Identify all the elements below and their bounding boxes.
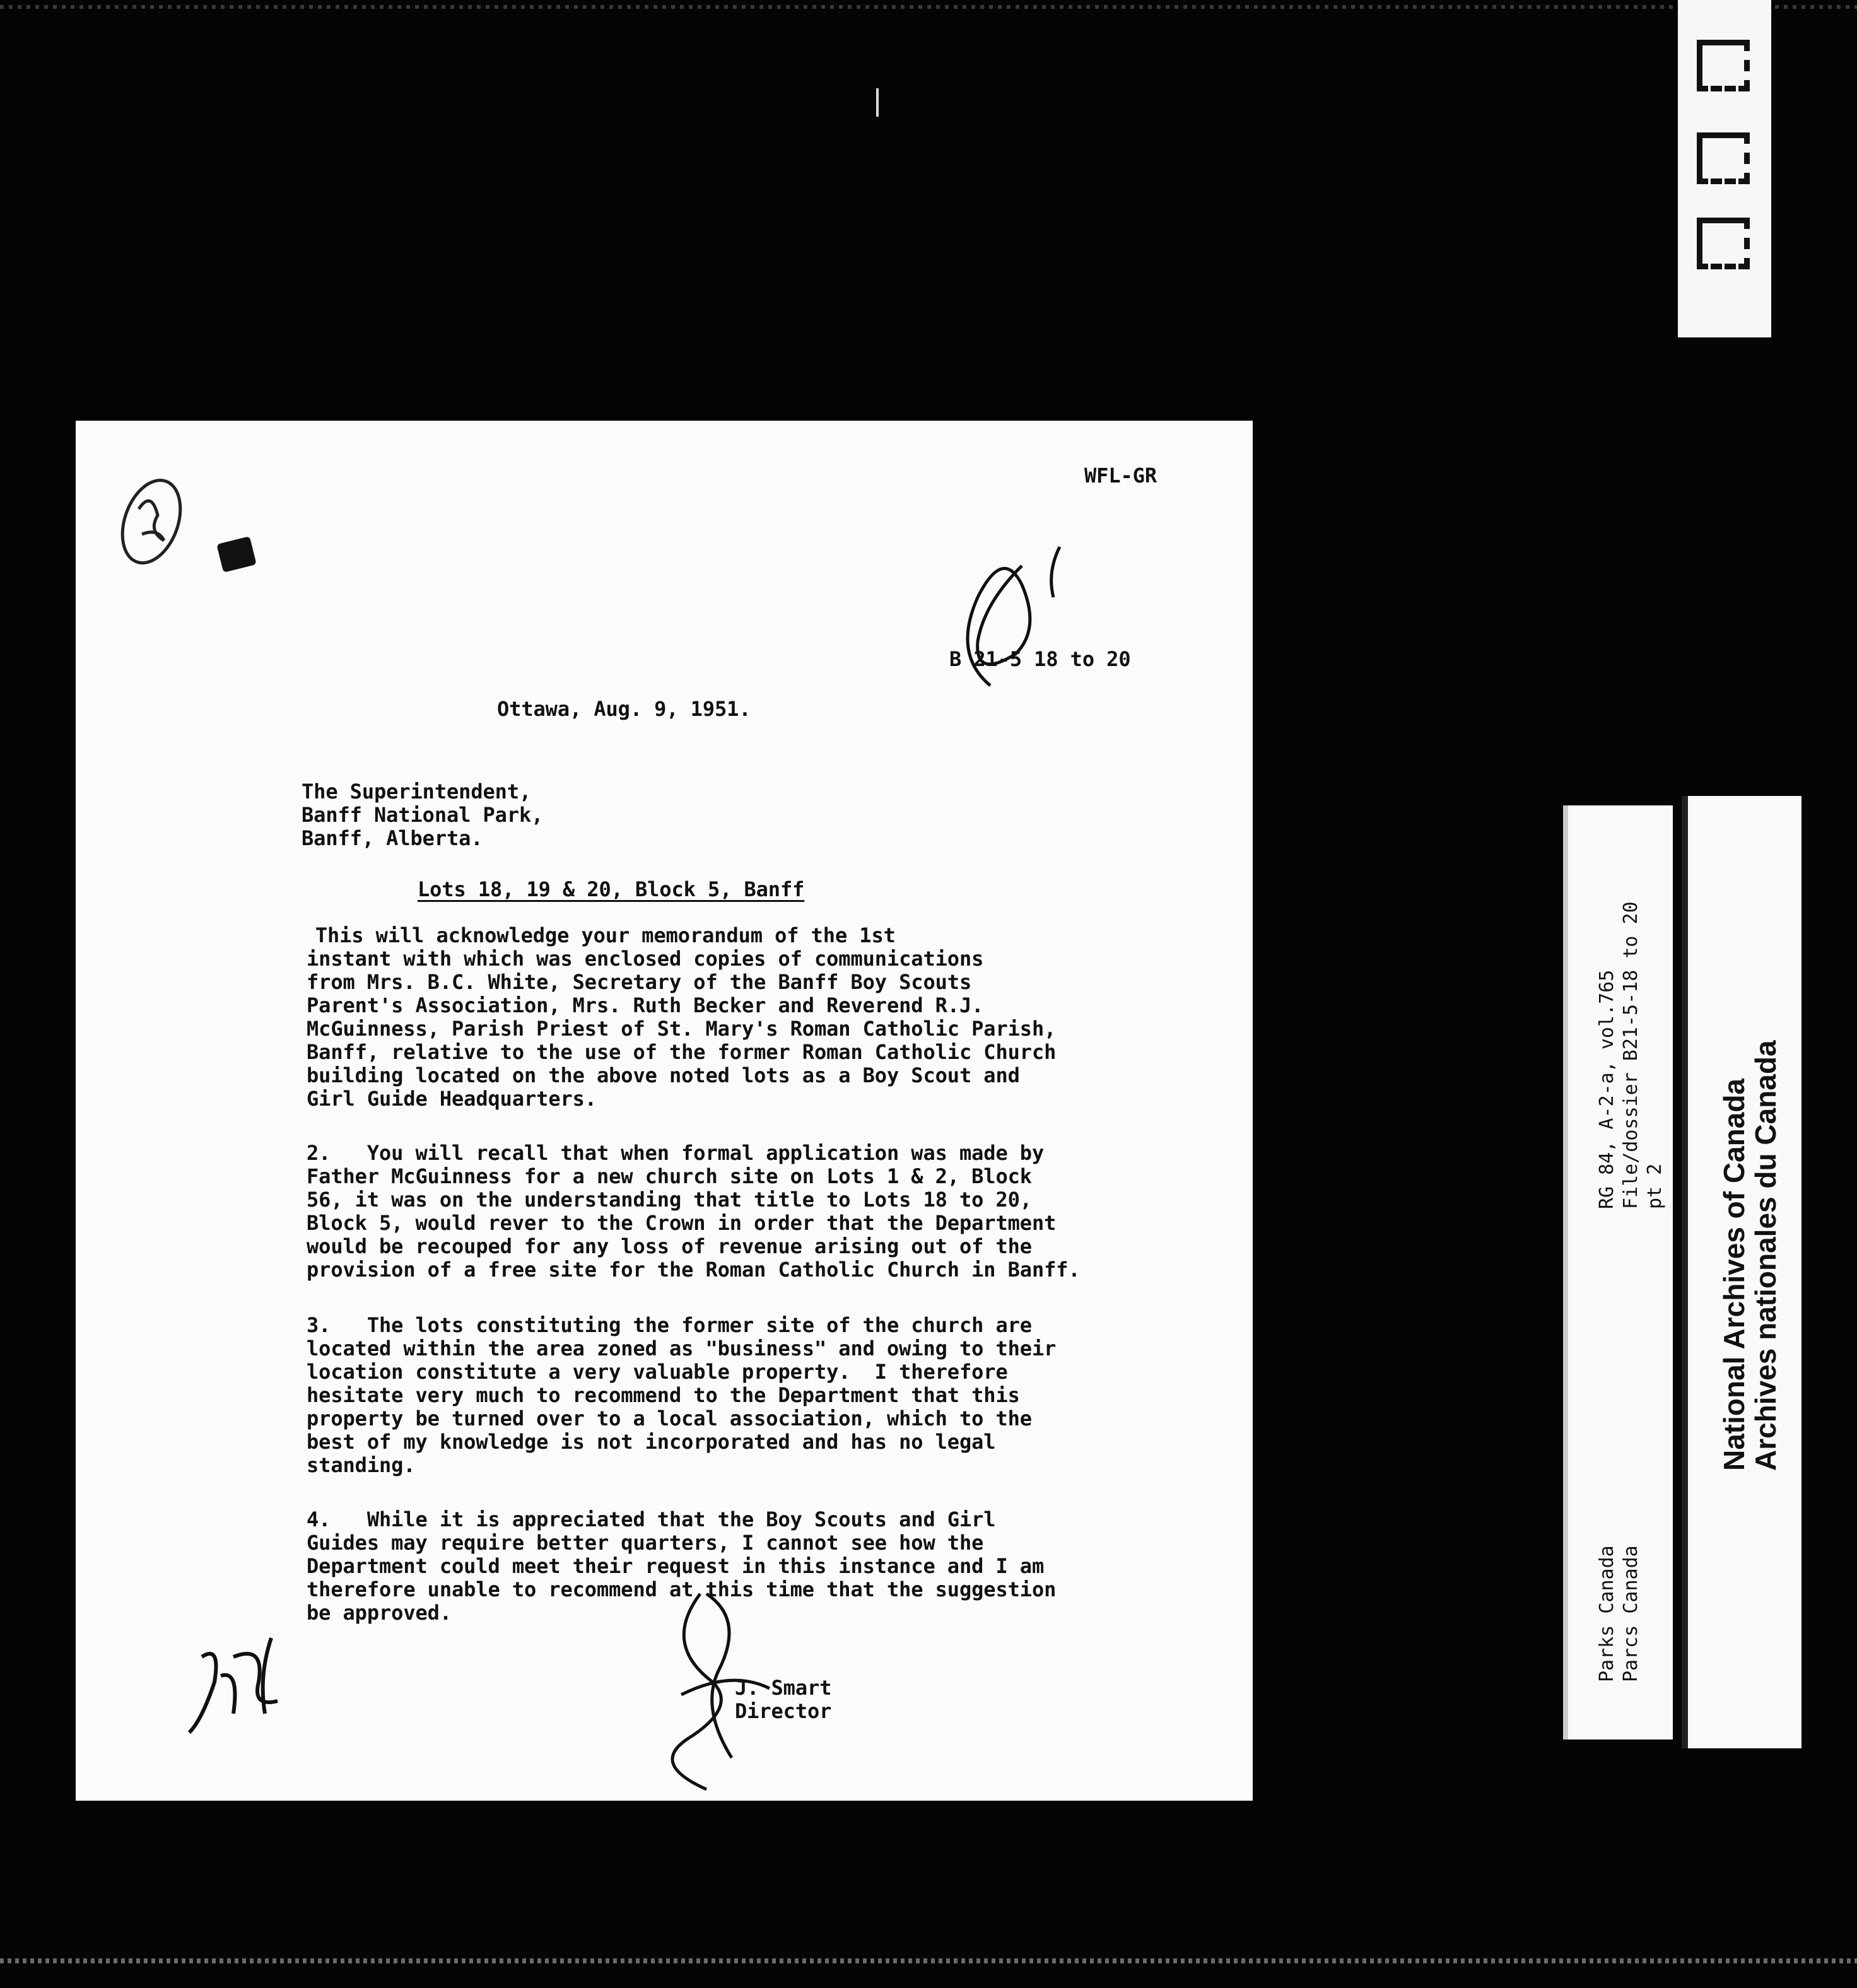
addressee-line: Banff National Park, <box>302 803 544 827</box>
reference-line: File/dossier B21-5-18 to 20 <box>1620 901 1642 1209</box>
label-edge <box>1563 805 1568 1740</box>
paragraph-line: 4. While it is appreciated that the Boy Scouts and Girl <box>307 1507 996 1531</box>
institution-line: National Archives of Canada <box>1718 1078 1750 1471</box>
label-edge <box>1682 796 1688 1748</box>
paragraph-line: Parent's Association, Mrs. Ruth Becker and Reverend R.J. <box>307 993 984 1017</box>
paragraph-4 <box>307 1509 1056 1626</box>
addressee-block <box>302 781 543 851</box>
paragraph-line: property be turned over to a local association, which to the <box>307 1406 1032 1430</box>
handwritten-initials-mark <box>189 1638 278 1733</box>
addressee-line: The Superintendent, <box>302 780 532 804</box>
film-marker-strip <box>1678 0 1771 337</box>
paragraph-line: 2. You will recall that when formal application was made by <box>307 1141 1045 1165</box>
paragraph-line: building located on the above noted lots as a Boy Scout and <box>307 1063 1020 1087</box>
archive-reference-label <box>1563 805 1673 1740</box>
paragraph-3 <box>307 1315 1056 1478</box>
circled-annotation-icon <box>112 472 190 571</box>
paragraph-line: location constitute a very valuable property. I therefore <box>307 1360 1008 1384</box>
agency-line: Parks Canada <box>1596 1545 1618 1682</box>
signatory-name: J. Smart <box>735 1676 832 1700</box>
paragraph-line: be approved. <box>307 1601 452 1625</box>
institution-line: Archives nationales du Canada <box>1749 1040 1782 1471</box>
paragraph-line: McGuinness, Parish Priest of St. Mary's Roman Catholic Parish, <box>307 1017 1057 1041</box>
paragraph-line: 3. The lots constituting the former site of the church are <box>307 1313 1032 1337</box>
paragraph-1 <box>255 923 1057 1112</box>
paragraph-line: from Mrs. B.C. White, Secretary of the Banff Boy Scouts <box>307 970 972 994</box>
paragraph-line: Guides may require better quarters, I cannot see how the <box>307 1531 984 1555</box>
addressee-line: Banff, Alberta. <box>302 826 483 850</box>
signatory-title: Director <box>735 1699 832 1723</box>
paragraph-line: standing. <box>307 1453 416 1477</box>
paragraph-line: provision of a free site for the Roman Catholic Church in Banff. <box>307 1258 1081 1282</box>
signature-block <box>735 1678 831 1724</box>
paragraph-line: Block 5, would rever to the Crown in order that the Department <box>307 1211 1057 1235</box>
file-number: B 21-5 18 to 20 <box>949 647 1131 671</box>
reference-code: WFL-GR <box>1084 464 1157 488</box>
paragraph-line: Father McGuinness for a new church site on Lots 1 & 2, Block <box>307 1164 1032 1188</box>
paragraph-line: Banff, relative to the use of the former Roman Catholic Church <box>307 1040 1057 1064</box>
agency-line: Parcs Canada <box>1620 1545 1642 1682</box>
paragraph-line: This will acknowledge your memorandum of the 1st <box>255 923 896 947</box>
film-edge-bottom <box>0 1958 1857 1963</box>
film-edge-top <box>0 5 1857 9</box>
reference-line: pt 2 <box>1644 1163 1666 1209</box>
paragraph-line: Girl Guide Headquarters. <box>307 1087 597 1111</box>
paragraph-line: would be recouped for any loss of revenue arising out of the <box>307 1234 1032 1258</box>
national-archives-label <box>1682 796 1801 1748</box>
circled-annotation-scribble <box>139 501 164 541</box>
subject-line: Lots 18, 19 & 20, Block 5, Banff <box>418 877 805 901</box>
date-line: Ottawa, Aug. 9, 1951. <box>497 697 751 721</box>
paragraph-line: Department could meet their request in this instance and I am <box>307 1554 1045 1578</box>
letter-sheet <box>76 421 1253 1801</box>
reference-line: RG 84, A-2-a, vol.765 <box>1596 969 1618 1209</box>
frame-marker-icon <box>1697 132 1750 184</box>
paragraph-line: therefore unable to recommend at this time that the suggestion <box>307 1577 1057 1601</box>
frame-marker-icon <box>1697 40 1750 91</box>
paragraph-line: 56, it was on the understanding that title to Lots 18 to 20, <box>307 1188 1032 1212</box>
paragraph-line: best of my knowledge is not incorporated and has no legal <box>307 1430 996 1454</box>
paragraph-2 <box>307 1143 1081 1283</box>
film-scratch <box>876 88 879 117</box>
paragraph-line: instant with which was enclosed copies of communications <box>307 947 984 971</box>
paragraph-line: hesitate very much to recommend to the Department that this <box>307 1383 1020 1407</box>
paragraph-line: located within the area zoned as "business" and owing to their <box>307 1336 1057 1360</box>
frame-marker-icon <box>1697 218 1750 269</box>
